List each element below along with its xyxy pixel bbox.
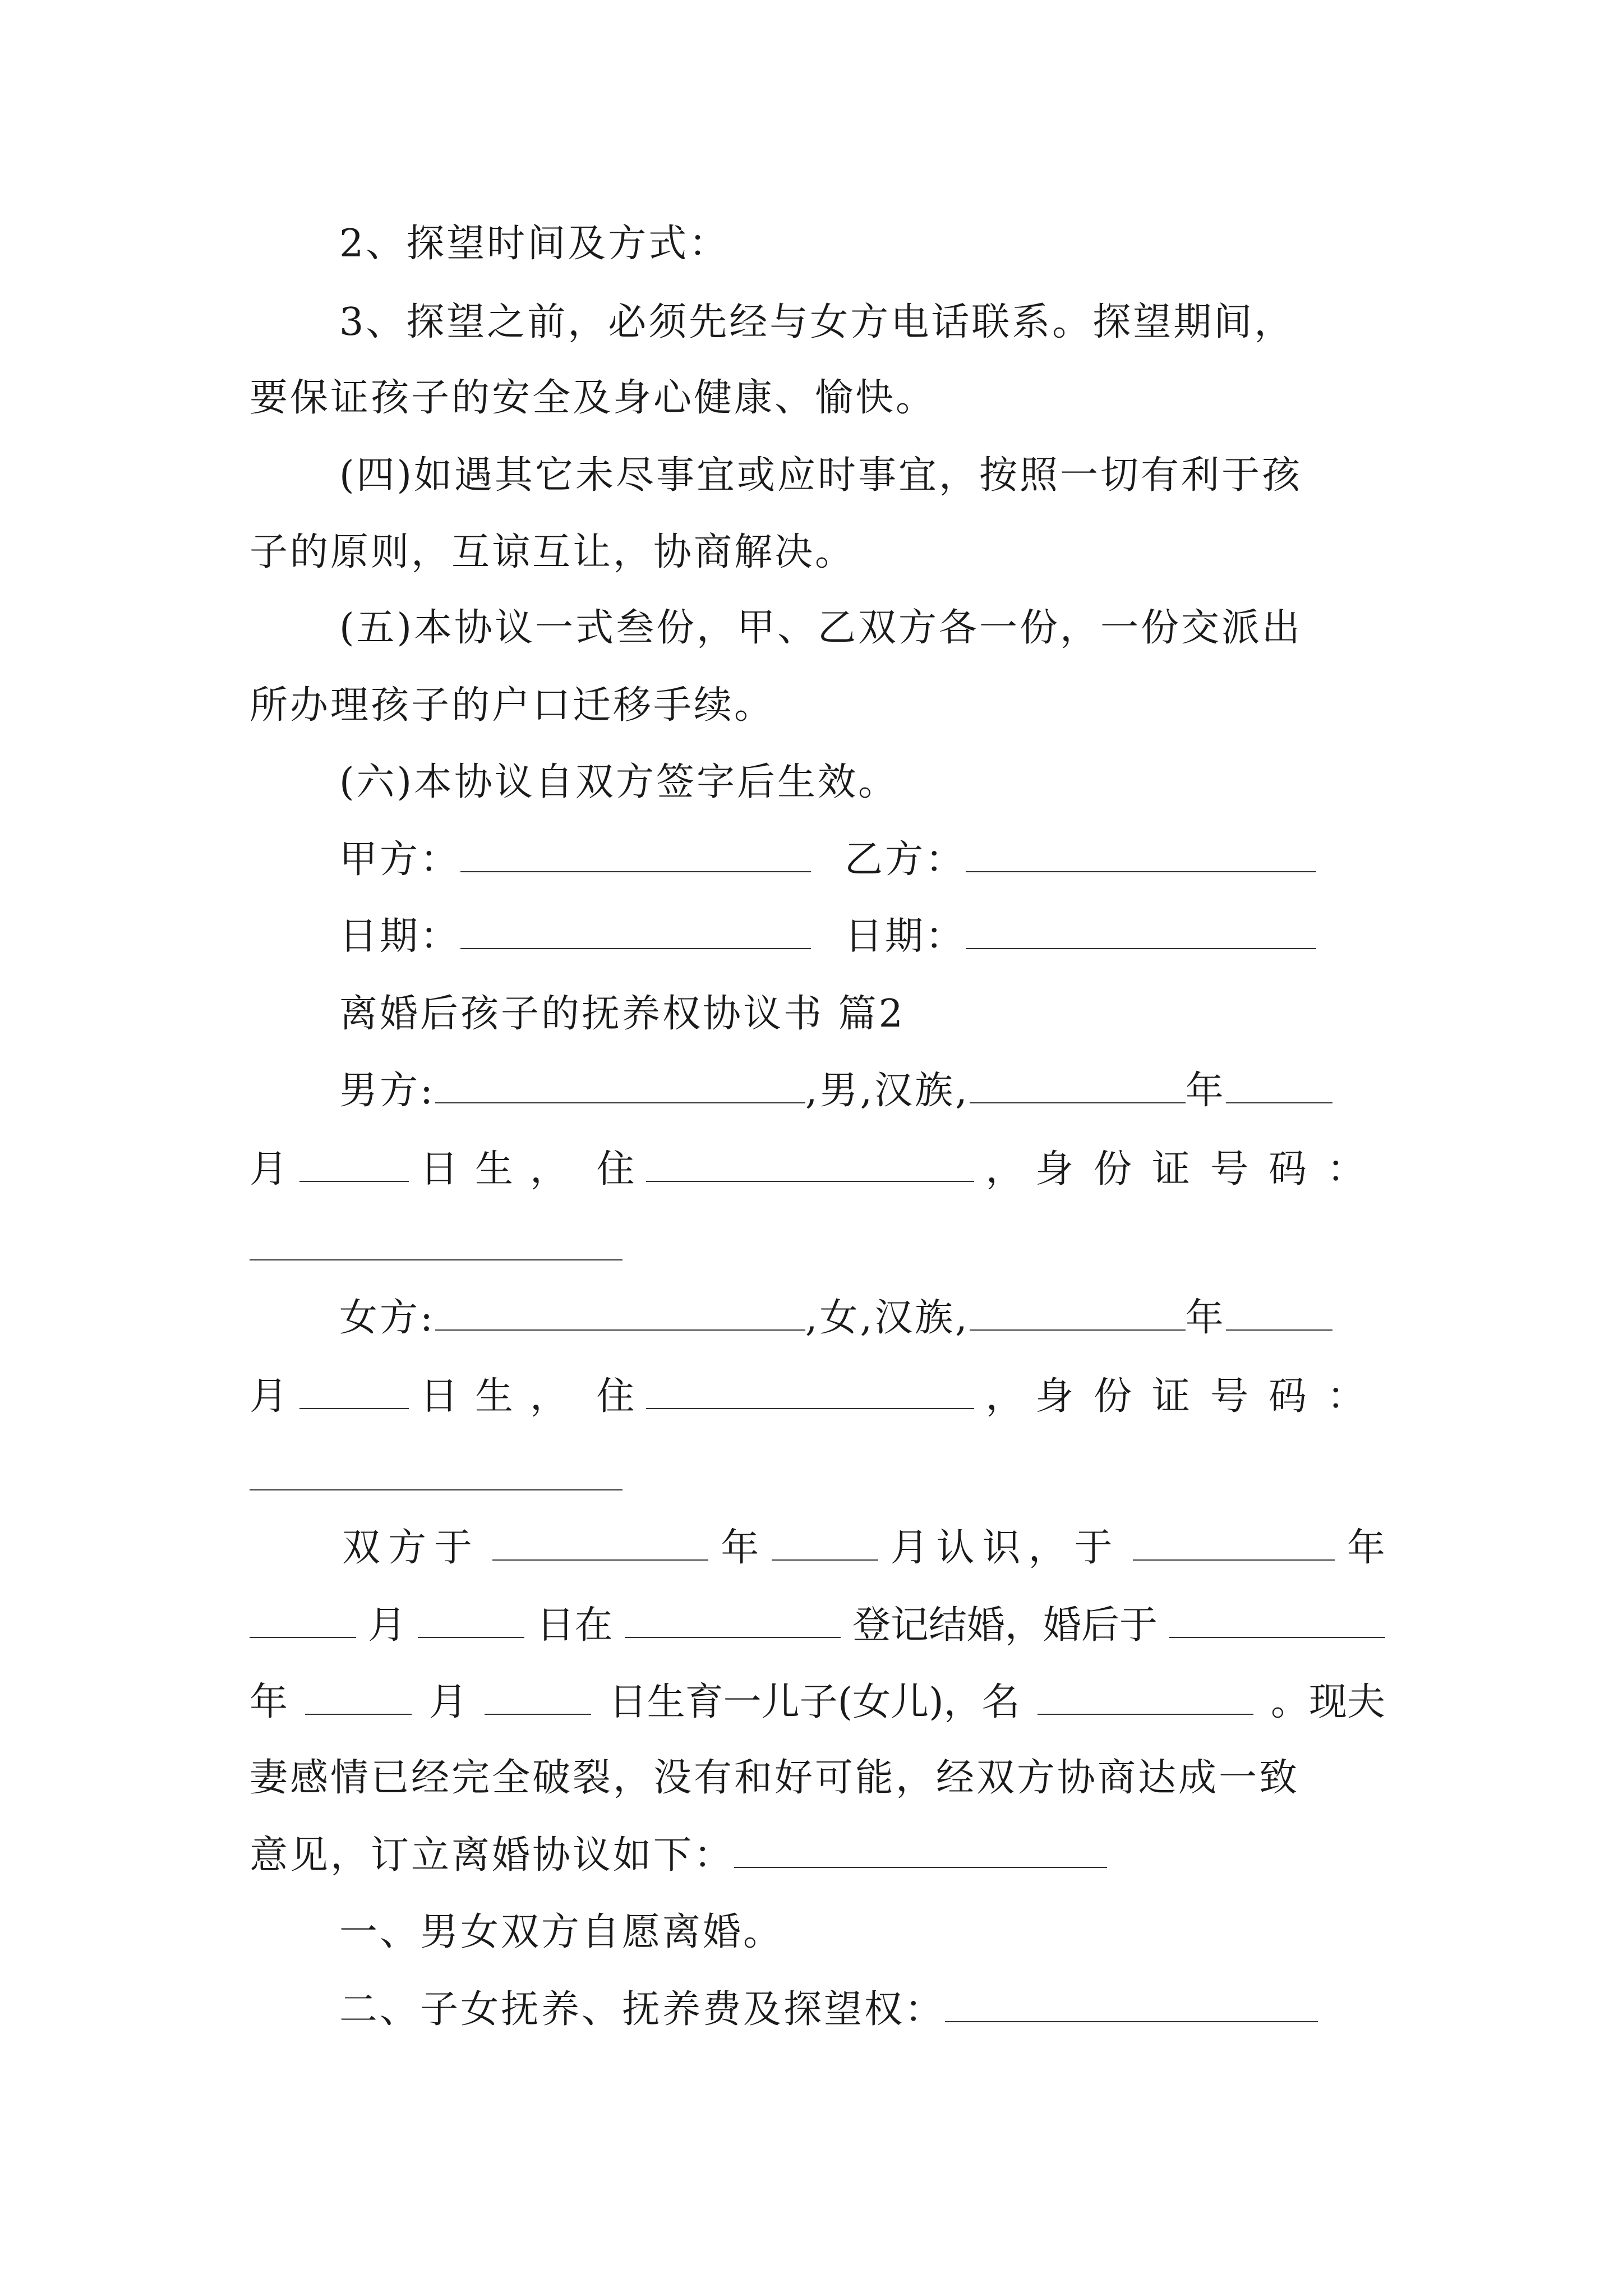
female-comma: ， [985,1374,1024,1419]
marriage-line5 [250,1833,1107,1878]
agreement-blank[interactable] [734,1833,1107,1868]
marriage-text-7: 登记结婚，婚后于 [852,1603,1158,1648]
marriage-text-6: 日在 [536,1603,613,1648]
male-label: 男方: [339,1069,435,1113]
male-comma: ， [985,1147,1024,1191]
date-b-label: 日期： [845,914,966,959]
marriage-text-4: 年 [1347,1526,1385,1570]
female-address-blank[interactable] [646,1374,974,1409]
male-year-label: 年 [1185,1069,1226,1113]
clause-1: 一、男女双方自愿离婚。 [339,1910,784,1954]
clause-2-blank[interactable] [945,1987,1318,2022]
paragraph-copies-line1: (五)本协议一式叁份，甲、乙双方各一份，一份交派出 [339,606,1303,650]
female-party-line1 [339,1296,1332,1341]
date-a-label: 日期： [339,914,461,959]
marriage-text-8: 年 [250,1680,288,1724]
male-born-label: 日生， [419,1147,585,1191]
birth-year-blank[interactable] [1169,1603,1385,1638]
marriage-text-2: 年 [721,1526,759,1570]
female-month-label: 月 [250,1374,288,1419]
male-id-number-blank[interactable] [250,1259,623,1260]
marry-month-blank[interactable] [250,1603,356,1638]
male-party-line1 [339,1069,1332,1114]
marry-year-blank[interactable] [1133,1526,1335,1561]
paragraph-other-matters-line1: (四)如遇其它未尽事宜或应时事宜，按照一切有利于孩 [339,453,1303,498]
marriage-text-11: 。现夫 [1270,1680,1385,1724]
male-month-label: 月 [250,1147,288,1191]
female-label: 女方: [339,1296,435,1340]
marriage-line2 [250,1603,1385,1648]
date-b-blank[interactable] [966,914,1316,949]
clause-2 [339,1987,1318,2032]
male-live-label: 住 [596,1147,635,1191]
party-a-signature-blank[interactable] [460,838,811,872]
female-birth-year-blank[interactable] [970,1296,1186,1331]
signature-row [339,838,1316,882]
male-id-label: 身份证号码： [1035,1147,1385,1191]
marriage-line3 [250,1680,1385,1725]
clause-2-text: 二、子女抚养、抚养费及探望权： [339,1987,946,2032]
male-birth-day-blank[interactable] [299,1147,409,1182]
marriage-text-9: 月 [429,1680,468,1724]
paragraph-copies-line2: 所办理孩子的户口迁移手续。 [250,683,775,728]
child-name-blank[interactable] [1038,1680,1253,1715]
birth-month-blank[interactable] [305,1680,412,1715]
male-gender-ethnicity: ,男,汉族, [805,1069,970,1113]
birth-day-blank[interactable] [485,1680,591,1715]
party-b-label: 乙方： [845,838,966,882]
marriage-text-10: 日生育一儿子(女儿)，名 [608,1680,1020,1724]
marriage-text-5: 月 [368,1603,407,1648]
male-name-blank[interactable] [435,1069,805,1103]
paragraph-effective: (六)本协议自双方签字后生效。 [339,760,899,804]
date-a-blank[interactable] [460,914,811,949]
female-id-label: 身份证号码： [1035,1374,1385,1419]
paragraph-visit-contact-line1: 3、探望之前，必须先经与女方电话联系。探望期间， [339,300,1295,344]
date-row [339,914,1316,959]
meet-year-blank[interactable] [492,1526,708,1561]
male-address-blank[interactable] [646,1147,974,1182]
party-b-signature-blank[interactable] [966,838,1316,872]
male-birth-year-blank[interactable] [970,1069,1186,1103]
marriage-line1 [342,1526,1385,1571]
male-birth-month-blank[interactable] [1226,1069,1332,1103]
female-id-number-blank[interactable] [250,1489,623,1490]
party-a-label: 甲方： [339,838,461,882]
marriage-text-13: 意见，订立离婚协议如下： [250,1833,735,1878]
female-name-blank[interactable] [435,1296,805,1331]
female-birth-day-blank[interactable] [299,1374,409,1409]
female-birth-month-blank[interactable] [1226,1296,1332,1331]
marry-place-blank[interactable] [625,1603,841,1638]
male-party-line2 [250,1147,1385,1192]
marriage-text-1: 双方于 [342,1526,481,1570]
marriage-text-3: 月认识，于 [890,1526,1121,1570]
female-gender-ethnicity: ,女,汉族, [805,1296,970,1340]
female-born-label: 日生， [419,1374,585,1419]
paragraph-visit-contact-line2: 要保证孩子的安全及身心健康、愉快。 [250,376,937,420]
female-live-label: 住 [596,1374,635,1419]
marry-day-blank[interactable] [418,1603,524,1638]
paragraph-visit-time: 2、探望时间及方式： [339,222,730,266]
paragraph-other-matters-line2: 子的原则，互谅互让，协商解决。 [250,530,856,574]
section-title: 离婚后孩子的抚养权协议书 篇2 [339,992,905,1036]
female-year-label: 年 [1185,1296,1226,1340]
female-party-line2 [250,1374,1385,1419]
meet-month-blank[interactable] [772,1526,878,1561]
marriage-line4: 妻感情已经完全破裂，没有和好可能，经双方协商达成一致 [250,1756,1300,1800]
